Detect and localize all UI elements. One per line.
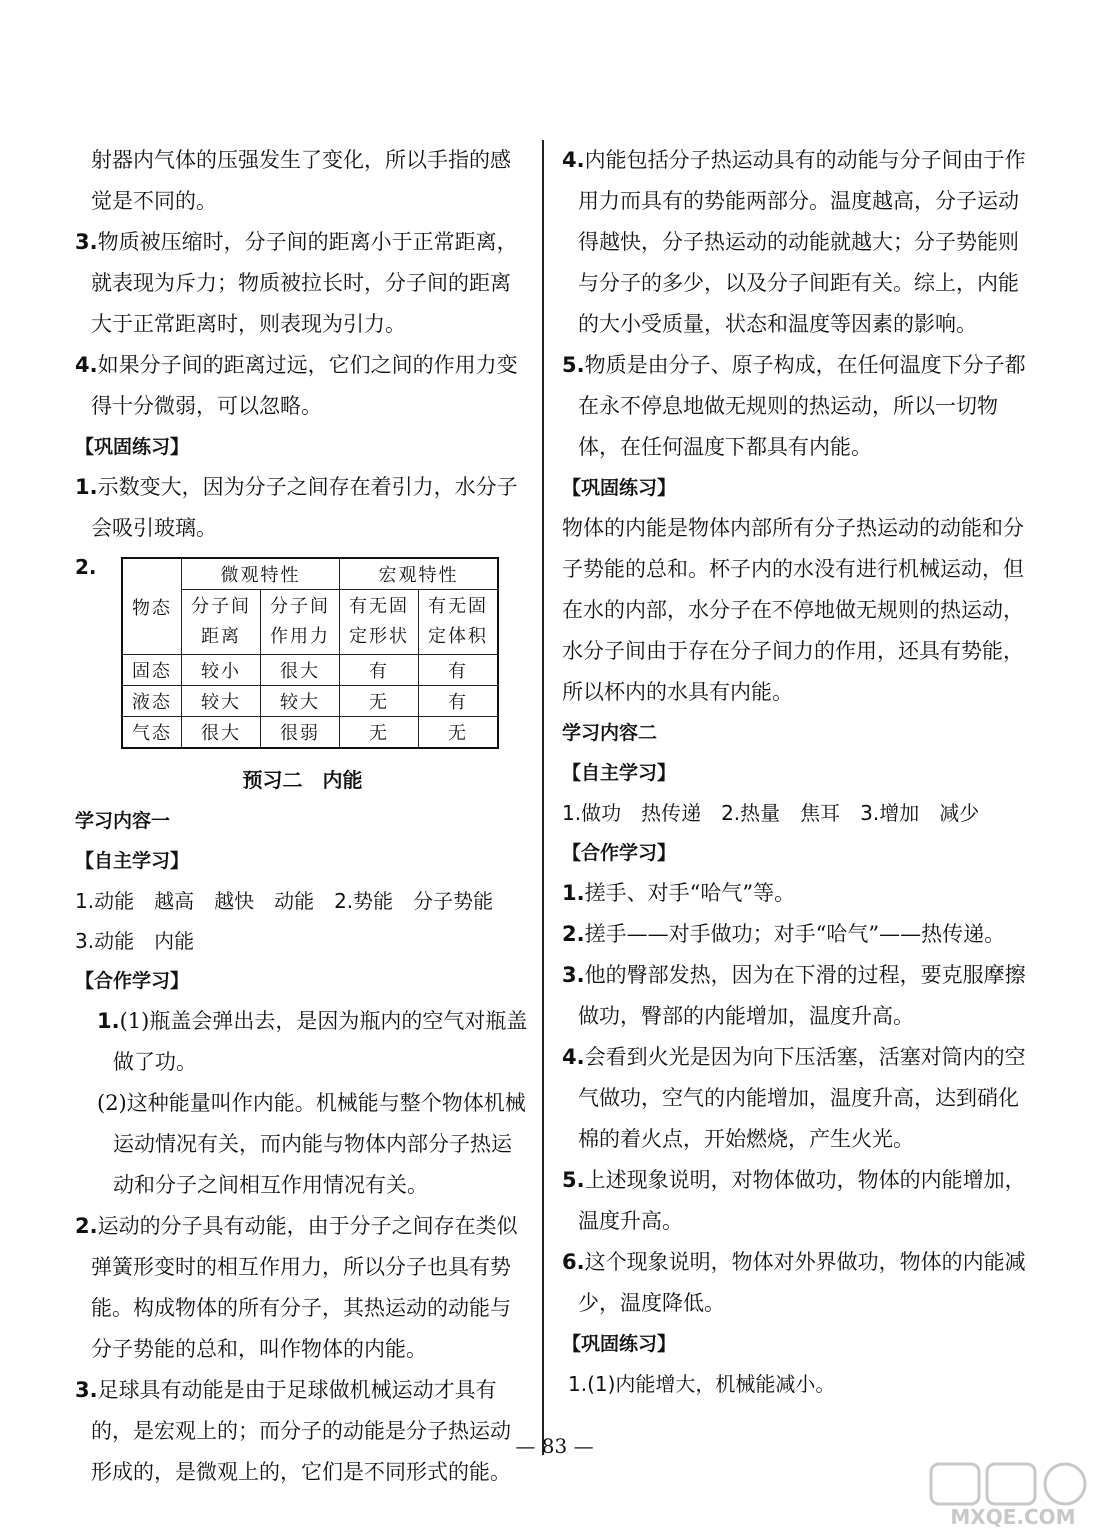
states-table-block (75, 555, 530, 755)
consolidation-answer: 物体的内能是物体内部所有分子热运动的动能和分子势能的总和。杯子内的水没有进行机械运动，但在水的内部，水分子在不停地做无规则的热运动，水分子间由于存在分子间力的作用，还具有势能，所以杯内的水具有内能。 (562, 516, 1024, 704)
item-text: 这个现象说明，物体对外界做功，物体的内能减少，温度降低。 (578, 1250, 1026, 1315)
section-title-internal-energy: 预习二 内能 (242, 768, 363, 792)
section-heading-cooperative: 【合作学习】 (75, 970, 190, 992)
left-item-3 (75, 222, 530, 345)
item-text: 如果分子间的距离过远，它们之间的作用力变得十分微弱，可以忽略。 (91, 353, 518, 418)
item-number: 5. (562, 1168, 585, 1192)
table-row-header: 固态 (122, 655, 182, 686)
left-item-4 (75, 345, 530, 427)
item-number: 1. (75, 475, 98, 499)
item-number: 3. (562, 963, 585, 987)
table-cell: 很大 (182, 717, 261, 749)
item-text: 内能包括分子热运动具有的动能与分子间由于作用力而具有的势能两部分。温度越高，分子运动得越快，分子热运动的动能就越大；分子势能则与分子的多少，以及分子间距有关。综上，内能的大小受质量，状态和温度等因素的影响。 (578, 148, 1026, 336)
item-text: 运动的分子具有动能，由于分子之间存在类似弹簧形变时的相互作用力，所以分子也具有势能。构成物体的所有分子，其热运动的动能与分子势能的总和，叫作物体的内能。 (91, 1214, 518, 1361)
section-heading-cooperative: 【合作学习】 (562, 842, 677, 864)
item-text: 物质被压缩时，分子间的距离小于正常距离，就表现为斥力；物质被拉长时，分子间的距离大于正常距离时，则表现为引力。 (91, 230, 518, 336)
section-heading-consolidation: 【巩固练习】 (562, 1333, 677, 1355)
section-heading-consolidation: 【巩固练习】 (562, 477, 677, 499)
self-study-answers: 1.做功 热传递 2.热量 焦耳 3.增加 减少 (562, 801, 980, 825)
table-cell: 无 (340, 717, 419, 749)
cooperative-item-3 (562, 955, 1032, 1037)
section-heading-self-study: 【自主学习】 (562, 762, 677, 784)
item-text: 足球具有动能是由于足球做机械运动才具有的，是宏观上的；而分子的动能是分子热运动形成的，是微观上的，它们是不同形式的能。 (91, 1378, 511, 1484)
item-number: 4. (75, 353, 98, 377)
table-cell: 有 (340, 655, 419, 686)
cooperative-item-2 (75, 1206, 530, 1370)
right-column (562, 140, 1032, 1404)
column-divider (542, 140, 544, 1455)
item-number: 3. (75, 230, 98, 254)
table-row-header: 气态 (122, 717, 182, 749)
item-text: 搓手、对手“哈气”等。 (584, 881, 796, 905)
table-cell: 无 (340, 686, 419, 717)
cooperative-item-5 (562, 1160, 1032, 1242)
item-number: 4. (562, 1045, 585, 1069)
item-text: 物质是由分子、原子构成，在任何温度下分子都在永不停息地做无规则的热运动，所以一切物体，在任何温度下都具有内能。 (578, 353, 1026, 459)
item-text: 搓手——对手做功；对手“哈气”——热传递。 (584, 922, 1006, 946)
watermark-logo (925, 1460, 1100, 1530)
table-row-header: 液态 (122, 686, 182, 717)
table-row (122, 717, 498, 749)
item-text: 他的臀部发热，因为在下滑的过程，要克服摩擦做功，臀部的内能增加，温度升高。 (578, 963, 1026, 1028)
table-cell: 有 (419, 655, 499, 686)
cooperative-item-6 (562, 1242, 1032, 1324)
table-column-header: 分子间距离 (182, 590, 261, 655)
watermark-text: MXQE.COM (950, 1505, 1076, 1529)
item-number: 2. (75, 1214, 98, 1238)
cooperative-item-1a (75, 1001, 530, 1083)
cooperative-item-1b: (2)这种能量叫作内能。机械能与整个物体机械运动情况有关，而内能与物体内部分子热运动和分子之间相互作用情况有关。 (97, 1091, 526, 1197)
self-study-answers-line-2: 3.动能 内能 (75, 929, 195, 953)
right-item-4 (562, 140, 1032, 345)
self-study-answers-line-1: 1.动能 越高 越快 动能 2.势能 分子势能 (75, 889, 494, 913)
item-text: (1)瓶盖会弹出去，是因为瓶内的空气对瓶盖做了功。 (113, 1009, 528, 1074)
table-column-header: 分子间作用力 (261, 590, 340, 655)
table-row (122, 655, 498, 686)
table-cell: 无 (419, 717, 499, 749)
item-number: 4. (562, 148, 585, 172)
table-cell: 较小 (182, 655, 261, 686)
table-cell: 有 (419, 686, 499, 717)
table-group-header: 宏观特性 (340, 558, 499, 590)
item-text: 示数变大，因为分子之间存在着引力，水分子会吸引玻璃。 (91, 475, 518, 540)
table-cell: 较大 (261, 686, 340, 717)
item-number: 2. (562, 922, 585, 946)
left-paragraph-continued: 射器内气体的压强发生了变化，所以手指的感觉是不同的。 (91, 148, 511, 213)
item-number: 1. (97, 1009, 120, 1033)
section-heading-self-study: 【自主学习】 (75, 850, 190, 872)
item-number: 3. (75, 1378, 98, 1402)
cooperative-item-3 (75, 1370, 530, 1493)
right-item-5 (562, 345, 1032, 468)
item-number: 6. (562, 1250, 585, 1274)
table-cell: 很大 (261, 655, 340, 686)
item-number: 5. (562, 353, 585, 377)
table-column-header: 有无固定体积 (419, 590, 499, 655)
cooperative-item-2 (562, 914, 1032, 955)
item-number: 1. (562, 881, 585, 905)
section-heading-consolidation: 【巩固练习】 (75, 436, 190, 458)
cooperative-item-1 (562, 873, 1032, 914)
learning-content-one-heading: 学习内容一 (75, 810, 171, 832)
table-column-header: 有无固定形状 (340, 590, 419, 655)
consolidation-answer-1: 1.(1)内能增大，机械能减小。 (568, 1372, 836, 1396)
learning-content-two-heading: 学习内容二 (562, 722, 658, 744)
item-text: 上述现象说明，对物体做功，物体的内能增加，温度升高。 (578, 1168, 1026, 1233)
item-text: 会看到火光是因为向下压活塞，活塞对筒内的空气做功，空气的内能增加，温度升高，达到硝化棉的着火点，开始燃烧，产生火光。 (578, 1045, 1026, 1151)
left-column (75, 140, 530, 1493)
page-number: — 83 — (515, 1434, 594, 1458)
table-row (122, 686, 498, 717)
table-group-header: 微观特性 (182, 558, 340, 590)
left-exercise-1 (75, 467, 530, 549)
table-corner-cell: 物态 (122, 558, 182, 655)
item-number: 2. (75, 555, 97, 579)
table-cell: 较大 (182, 686, 261, 717)
cooperative-item-4 (562, 1037, 1032, 1160)
table-cell: 很弱 (261, 717, 340, 749)
states-of-matter-table (121, 557, 499, 749)
